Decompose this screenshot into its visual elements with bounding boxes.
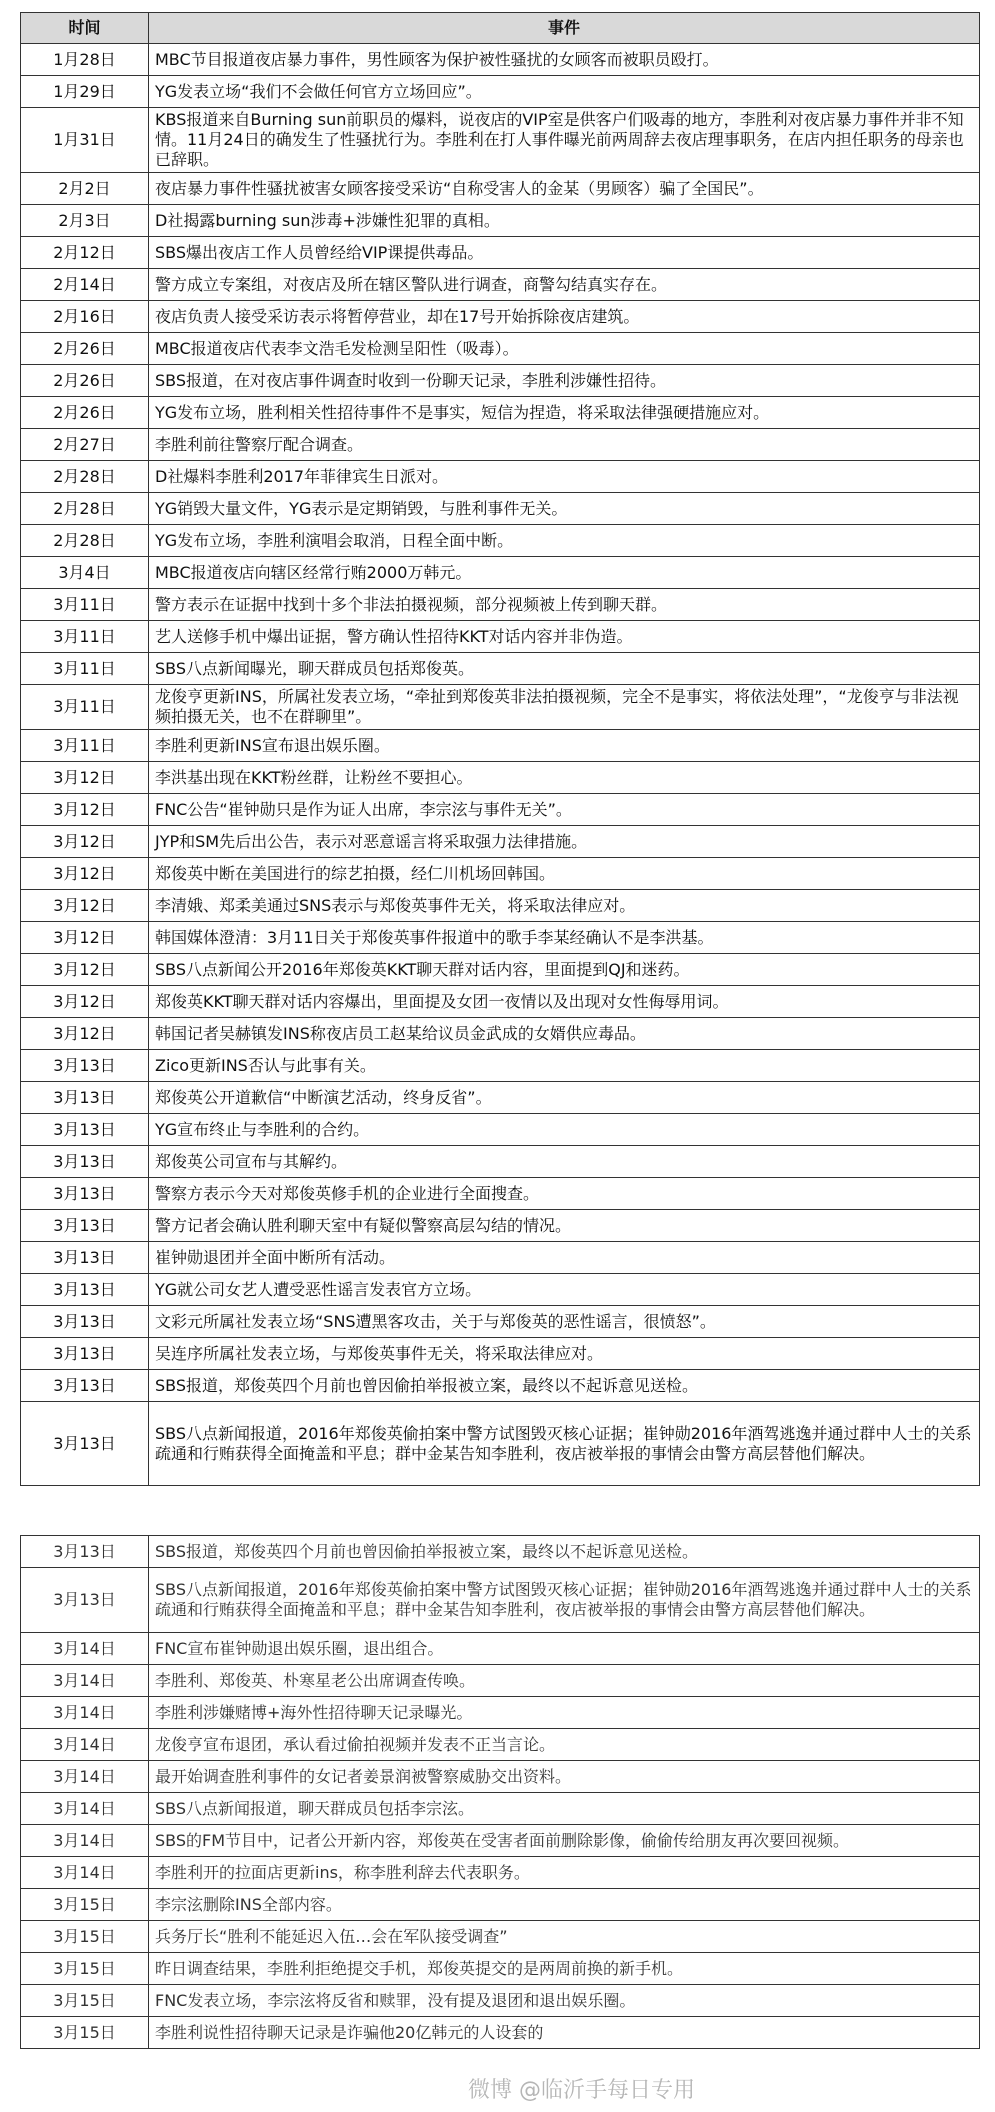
- row-event: 李洪基出现在KKT粉丝群，让粉丝不要担心。: [149, 762, 980, 794]
- row-date: 3月13日: [21, 1536, 149, 1568]
- row-event: FNC发表立场，李宗泫将反省和赎罪，没有提及退团和退出娱乐圈。: [149, 1985, 980, 2017]
- row-event: 韩国媒体澄清：3月11日关于郑俊英事件报道中的歌手李某经确认不是李洪基。: [149, 922, 980, 954]
- table-row: [21, 653, 980, 685]
- row-event: MBC报道夜店代表李文浩毛发检测呈阳性（吸毒）。: [149, 333, 980, 365]
- row-event: KBS报道来自Burning sun前职员的爆料，说夜店的VIP室是供客户们吸毒的地方，李胜利对夜店暴力事件并非不知情。11月24日的确发生了性骚扰行为。李胜利在打人事件曝光前两周辞去夜店理事职务，在店内担任职务的母亲也已辞职。: [149, 108, 980, 173]
- row-date: 3月13日: [21, 1050, 149, 1082]
- row-date: 3月13日: [21, 1210, 149, 1242]
- table-row: [21, 1697, 980, 1729]
- row-event: SBS八点新闻曝光，聊天群成员包括郑俊英。: [149, 653, 980, 685]
- row-event: SBS八点新闻公开2016年郑俊英KKT聊天群对话内容，里面提到QJ和迷药。: [149, 954, 980, 986]
- table-row: [21, 237, 980, 269]
- table-row: [21, 1761, 980, 1793]
- table-row: [21, 954, 980, 986]
- row-event: 警方表示在证据中找到十多个非法拍摄视频，部分视频被上传到聊天群。: [149, 589, 980, 621]
- table-row: [21, 429, 980, 461]
- row-date: 3月13日: [21, 1146, 149, 1178]
- table-row: [21, 826, 980, 858]
- row-date: 3月12日: [21, 890, 149, 922]
- row-event: D社揭露burning sun涉毒+涉嫌性犯罪的真相。: [149, 205, 980, 237]
- row-event: SBS报道，郑俊英四个月前也曾因偷拍举报被立案，最终以不起诉意见送检。: [149, 1370, 980, 1402]
- table-row: [21, 1178, 980, 1210]
- row-event: YG销毁大量文件，YG表示是定期销毁，与胜利事件无关。: [149, 493, 980, 525]
- row-date: 3月11日: [21, 730, 149, 762]
- table-row: [21, 730, 980, 762]
- row-date: 3月14日: [21, 1857, 149, 1889]
- table-row: [21, 1536, 980, 1568]
- row-date: 3月15日: [21, 2017, 149, 2049]
- table-row: [21, 1146, 980, 1178]
- table-row: [21, 1242, 980, 1274]
- row-date: 3月11日: [21, 685, 149, 730]
- row-date: 1月31日: [21, 108, 149, 173]
- table-row: [21, 525, 980, 557]
- row-date: 3月13日: [21, 1338, 149, 1370]
- row-event: SBS八点新闻报道，2016年郑俊英偷拍案中警方试图毁灭核心证据；崔钟勋2016年酒驾逃逸并通过群中人士的关系疏通和行贿获得全面掩盖和平息；群中金某告知李胜利，夜店被举报的事情会由警方高层替他们解决。: [149, 1568, 980, 1633]
- timeline-table-top: [20, 12, 980, 1486]
- table-row: [21, 1370, 980, 1402]
- row-event: SBS报道，在对夜店事件调查时收到一份聊天记录，李胜利涉嫌性招待。: [149, 365, 980, 397]
- table-row: [21, 173, 980, 205]
- row-event: 郑俊英公开道歉信“中断演艺活动，终身反省”。: [149, 1082, 980, 1114]
- row-event: 艺人送修手机中爆出证据，警方确认性招待KKT对话内容并非伪造。: [149, 621, 980, 653]
- table-row: [21, 1338, 980, 1370]
- row-date: 3月13日: [21, 1370, 149, 1402]
- row-date: 3月15日: [21, 1889, 149, 1921]
- row-date: 3月15日: [21, 1953, 149, 1985]
- row-date: 3月11日: [21, 653, 149, 685]
- table-row: [21, 1633, 980, 1665]
- row-date: 2月14日: [21, 269, 149, 301]
- table-row: [21, 1210, 980, 1242]
- row-event: 警察方表示今天对郑俊英修手机的企业进行全面搜查。: [149, 1178, 980, 1210]
- table-row: [21, 76, 980, 108]
- row-date: 3月13日: [21, 1306, 149, 1338]
- row-date: 3月12日: [21, 922, 149, 954]
- row-date: 3月15日: [21, 1985, 149, 2017]
- row-event: YG宣布终止与李胜利的合约。: [149, 1114, 980, 1146]
- watermark-text: 微博 @临沂手每日专用: [468, 2078, 695, 2103]
- table-row: [21, 890, 980, 922]
- row-date: 2月28日: [21, 493, 149, 525]
- row-date: 2月3日: [21, 205, 149, 237]
- table-row: [21, 1889, 980, 1921]
- table-row: [21, 858, 980, 890]
- row-date: 3月11日: [21, 589, 149, 621]
- table-row: [21, 1729, 980, 1761]
- row-event: 李胜利说性招待聊天记录是诈骗他20亿韩元的人设套的: [149, 2017, 980, 2049]
- row-event: 郑俊英KKT聊天群对话内容爆出，里面提及女团一夜情以及出现对女性侮辱用词。: [149, 986, 980, 1018]
- row-date: 3月13日: [21, 1242, 149, 1274]
- row-event: SBS爆出夜店工作人员曾经给VIP课提供毒品。: [149, 237, 980, 269]
- row-date: 3月12日: [21, 954, 149, 986]
- row-date: 3月14日: [21, 1665, 149, 1697]
- table-row: [21, 1665, 980, 1697]
- table-row: [21, 1568, 980, 1633]
- row-event: FNC宣布崔钟勋退出娱乐圈，退出组合。: [149, 1633, 980, 1665]
- row-date: 2月12日: [21, 237, 149, 269]
- row-date: 3月12日: [21, 858, 149, 890]
- row-date: 3月4日: [21, 557, 149, 589]
- table-row: [21, 301, 980, 333]
- table-row: [21, 794, 980, 826]
- row-event: 龙俊亨更新INS，所属社发表立场，“牵扯到郑俊英非法拍摄视频，完全不是事实，将依法处理”，“龙俊亨与非法视频拍摄无关，也不在群聊里”。: [149, 685, 980, 730]
- row-date: 3月15日: [21, 1921, 149, 1953]
- row-event: 李胜利前往警察厅配合调查。: [149, 429, 980, 461]
- table-row: [21, 493, 980, 525]
- row-event: 李胜利涉嫌赌博+海外性招待聊天记录曝光。: [149, 1697, 980, 1729]
- table-row: [21, 108, 980, 173]
- table-row: [21, 397, 980, 429]
- table-row: [21, 922, 980, 954]
- row-event: 李宗泫删除INS全部内容。: [149, 1889, 980, 1921]
- row-date: 3月13日: [21, 1114, 149, 1146]
- table-row: [21, 269, 980, 301]
- row-event: 韩国记者吴赫镇发INS称夜店员工赵某给议员金武成的女婿供应毒品。: [149, 1018, 980, 1050]
- table-row: [21, 685, 980, 730]
- row-date: 2月28日: [21, 525, 149, 557]
- table-row: [21, 1857, 980, 1889]
- row-date: 3月14日: [21, 1793, 149, 1825]
- table-row: [21, 557, 980, 589]
- row-date: 2月26日: [21, 397, 149, 429]
- row-date: 3月13日: [21, 1178, 149, 1210]
- row-date: 1月28日: [21, 44, 149, 76]
- row-event: 李胜利开的拉面店更新ins，称李胜利辞去代表职务。: [149, 1857, 980, 1889]
- row-event: JYP和SM先后出公告，表示对恶意谣言将采取强力法律措施。: [149, 826, 980, 858]
- row-date: 2月27日: [21, 429, 149, 461]
- row-date: 3月14日: [21, 1697, 149, 1729]
- row-date: 2月16日: [21, 301, 149, 333]
- table-row: [21, 461, 980, 493]
- row-event: SBS的FM节目中，记者公开新内容，郑俊英在受害者面前删除影像，偷偷传给朋友再次要回视频。: [149, 1825, 980, 1857]
- row-event: YG就公司女艺人遭受恶性谣言发表官方立场。: [149, 1274, 980, 1306]
- row-event: SBS八点新闻报道，聊天群成员包括李宗泫。: [149, 1793, 980, 1825]
- row-event: 警方记者会确认胜利聊天室中有疑似警察高层勾结的情况。: [149, 1210, 980, 1242]
- table-row: [21, 762, 980, 794]
- row-event: SBS报道，郑俊英四个月前也曾因偷拍举报被立案，最终以不起诉意见送检。: [149, 1536, 980, 1568]
- table-row: [21, 44, 980, 76]
- row-date: 3月14日: [21, 1633, 149, 1665]
- row-event: 夜店负责人接受采访表示将暂停营业，却在17号开始拆除夜店建筑。: [149, 301, 980, 333]
- table-row: [21, 1953, 980, 1985]
- header-date: 时间: [21, 13, 149, 44]
- table-row: [21, 1402, 980, 1486]
- row-event: YG发布立场，胜利相关性招待事件不是事实，短信为捏造，将采取法律强硬措施应对。: [149, 397, 980, 429]
- row-date: 3月13日: [21, 1082, 149, 1114]
- row-date: 3月11日: [21, 621, 149, 653]
- table-row: [21, 333, 980, 365]
- row-event: MBC报道夜店向辖区经常行贿2000万韩元。: [149, 557, 980, 589]
- table-header-row: [21, 13, 980, 44]
- row-event: 郑俊英公司宣布与其解约。: [149, 1146, 980, 1178]
- row-event: 夜店暴力事件性骚扰被害女顾客接受采访“自称受害人的金某（男顾客）骗了全国民”。: [149, 173, 980, 205]
- table-row: [21, 1793, 980, 1825]
- row-date: 3月14日: [21, 1825, 149, 1857]
- header-event: 事件: [149, 13, 980, 44]
- table-row: [21, 1921, 980, 1953]
- row-date: 3月12日: [21, 986, 149, 1018]
- row-date: 2月2日: [21, 173, 149, 205]
- row-event: YG发表立场“我们不会做任何官方立场回应”。: [149, 76, 980, 108]
- row-event: 警方成立专案组，对夜店及所在辖区警队进行调查，商警勾结真实存在。: [149, 269, 980, 301]
- row-date: 2月28日: [21, 461, 149, 493]
- table-row: [21, 1825, 980, 1857]
- row-event: 李清娥、郑柔美通过SNS表示与郑俊英事件无关，将采取法律应对。: [149, 890, 980, 922]
- table-row: [21, 2017, 980, 2049]
- row-event: 吴连序所属社发表立场，与郑俊英事件无关，将采取法律应对。: [149, 1338, 980, 1370]
- row-date: 3月13日: [21, 1568, 149, 1633]
- row-event: 最开始调查胜利事件的女记者姜景润被警察威胁交出资料。: [149, 1761, 980, 1793]
- row-date: 3月12日: [21, 1018, 149, 1050]
- table-row: [21, 1082, 980, 1114]
- timeline-table-bottom: [20, 1535, 980, 2049]
- row-date: 2月26日: [21, 333, 149, 365]
- table-row: [21, 1114, 980, 1146]
- row-event: 郑俊英中断在美国进行的综艺拍摄，经仁川机场回韩国。: [149, 858, 980, 890]
- row-event: 李胜利、郑俊英、朴寒星老公出席调查传唤。: [149, 1665, 980, 1697]
- row-date: 3月12日: [21, 826, 149, 858]
- row-event: FNC公告“崔钟勋只是作为证人出席，李宗泫与事件无关”。: [149, 794, 980, 826]
- row-date: 3月14日: [21, 1729, 149, 1761]
- row-date: 3月14日: [21, 1761, 149, 1793]
- table-row: [21, 205, 980, 237]
- row-date: 3月12日: [21, 794, 149, 826]
- table-row: [21, 986, 980, 1018]
- table-row: [21, 1306, 980, 1338]
- table-row: [21, 1018, 980, 1050]
- row-date: 1月29日: [21, 76, 149, 108]
- row-event: MBC节目报道夜店暴力事件，男性顾客为保护被性骚扰的女顾客而被职员殴打。: [149, 44, 980, 76]
- table-row: [21, 589, 980, 621]
- table-row: [21, 1050, 980, 1082]
- table-row: [21, 1985, 980, 2017]
- row-event: 龙俊亨宣布退团，承认看过偷拍视频并发表不正当言论。: [149, 1729, 980, 1761]
- row-event: 文彩元所属社发表立场“SNS遭黑客攻击，关于与郑俊英的恶性谣言，很愤怒”。: [149, 1306, 980, 1338]
- table-row: [21, 1274, 980, 1306]
- row-event: SBS八点新闻报道，2016年郑俊英偷拍案中警方试图毁灭核心证据；崔钟勋2016年酒驾逃逸并通过群中人士的关系疏通和行贿获得全面掩盖和平息；群中金某告知李胜利，夜店被举报的事情会由警方高层替他们解决。: [149, 1402, 980, 1486]
- row-event: Zico更新INS否认与此事有关。: [149, 1050, 980, 1082]
- row-date: 3月13日: [21, 1402, 149, 1486]
- row-event: 兵务厅长“胜利不能延迟入伍…会在军队接受调查”: [149, 1921, 980, 1953]
- row-event: 崔钟勋退团并全面中断所有活动。: [149, 1242, 980, 1274]
- row-event: D社爆料李胜利2017年菲律宾生日派对。: [149, 461, 980, 493]
- row-date: 3月12日: [21, 762, 149, 794]
- row-event: 昨日调查结果，李胜利拒绝提交手机，郑俊英提交的是两周前换的新手机。: [149, 1953, 980, 1985]
- table-row: [21, 621, 980, 653]
- table-row: [21, 365, 980, 397]
- row-event: YG发布立场，李胜利演唱会取消，日程全面中断。: [149, 525, 980, 557]
- row-date: 2月26日: [21, 365, 149, 397]
- row-event: 李胜利更新INS宣布退出娱乐圈。: [149, 730, 980, 762]
- row-date: 3月13日: [21, 1274, 149, 1306]
